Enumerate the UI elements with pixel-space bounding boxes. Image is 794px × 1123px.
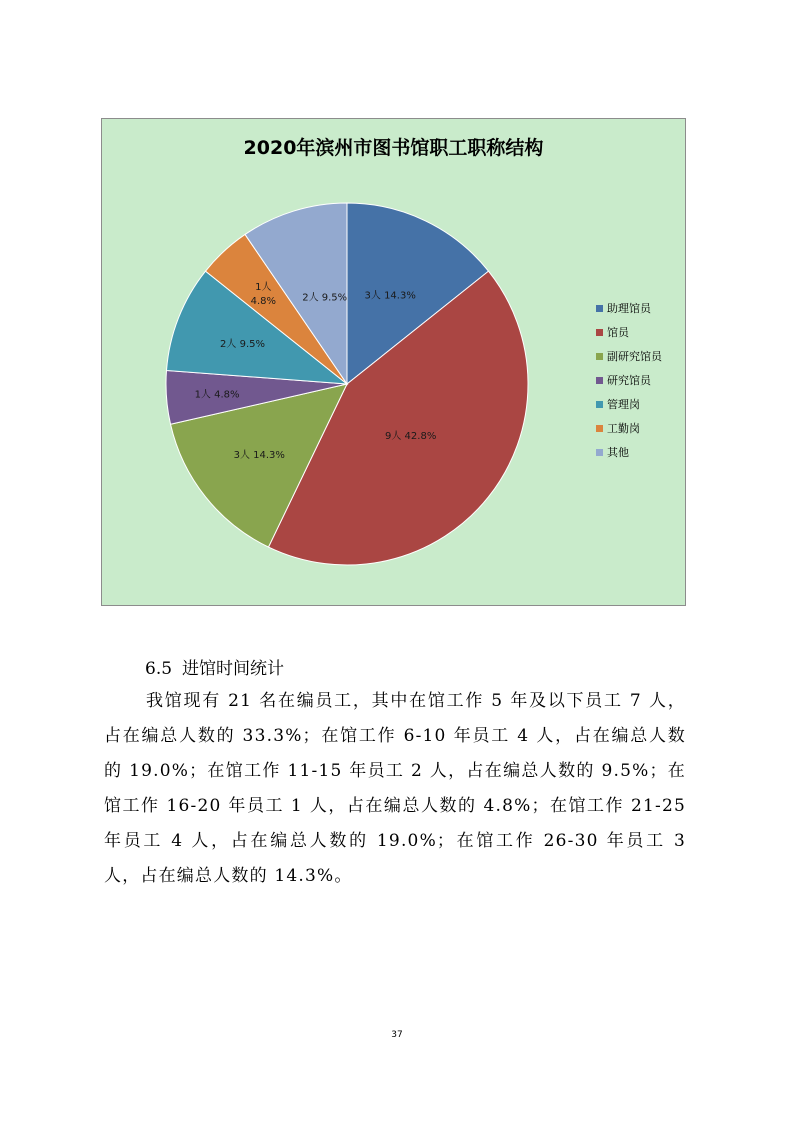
legend-item-0 [596, 301, 652, 315]
slice-data-label-6: 2人 9.5% [302, 292, 348, 304]
pie-chart-canvas [102, 119, 687, 607]
legend-item-3 [596, 373, 652, 387]
page-number: 37 [391, 1030, 403, 1040]
legend-swatch [596, 329, 603, 336]
legend-swatch [596, 377, 603, 384]
legend-label: 助理馆员 [607, 302, 651, 315]
legend-swatch [596, 401, 603, 408]
legend-item-1 [596, 325, 630, 339]
legend-swatch [596, 425, 603, 432]
pie-chart [101, 118, 686, 606]
slice-data-label-5: 1人 4.8% [250, 281, 276, 307]
legend-swatch [596, 449, 603, 456]
legend-label: 研究馆员 [607, 374, 651, 387]
chart-title: 2020年滨州市图书馆职工职称结构 [243, 137, 544, 159]
legend-label: 其他 [607, 446, 629, 459]
legend-item-5 [596, 421, 640, 435]
section-heading [145, 654, 294, 679]
slice-data-label-4: 2人 9.5% [220, 339, 266, 351]
body-paragraph: 我馆现有 21 名在编员工，其中在馆工作 5 年及以下员工 7 人，占在编总人数的 33.3%；在馆工作 6-10 年员工 4 人，占在编总人数的 19.0%；在馆工作 11-15 年员工 2 人，占在编总人数的 9.5%；在馆工作 16-20 年员工 1 人，占在编总人数的 4.8%；在馆工作 21-25 年员工 4 人，占在编总人数的 19.0%；在馆工作 26-30 年员工 3 人，占在编总人数的 14.3%。 [104, 691, 686, 886]
legend-item-4 [596, 397, 640, 411]
slice-data-label-0: 3人 14.3% [364, 290, 416, 302]
legend-swatch [596, 305, 603, 312]
slice-data-label-1: 9人 42.8% [385, 430, 437, 442]
legend-label: 副研究馆员 [607, 350, 662, 363]
legend-label: 管理岗 [607, 398, 640, 411]
slice-data-label-3: 1人 4.8% [194, 389, 240, 401]
legend-item-2 [596, 349, 663, 363]
legend-label: 馆员 [607, 326, 629, 339]
slice-data-label-2: 3人 14.3% [233, 449, 285, 461]
legend-swatch [596, 353, 603, 360]
section-number: 6.5 [145, 659, 173, 679]
legend-item-6 [596, 445, 629, 459]
section-title: 进馆时间统计 [182, 659, 285, 679]
legend-label: 工勤岗 [607, 422, 640, 435]
